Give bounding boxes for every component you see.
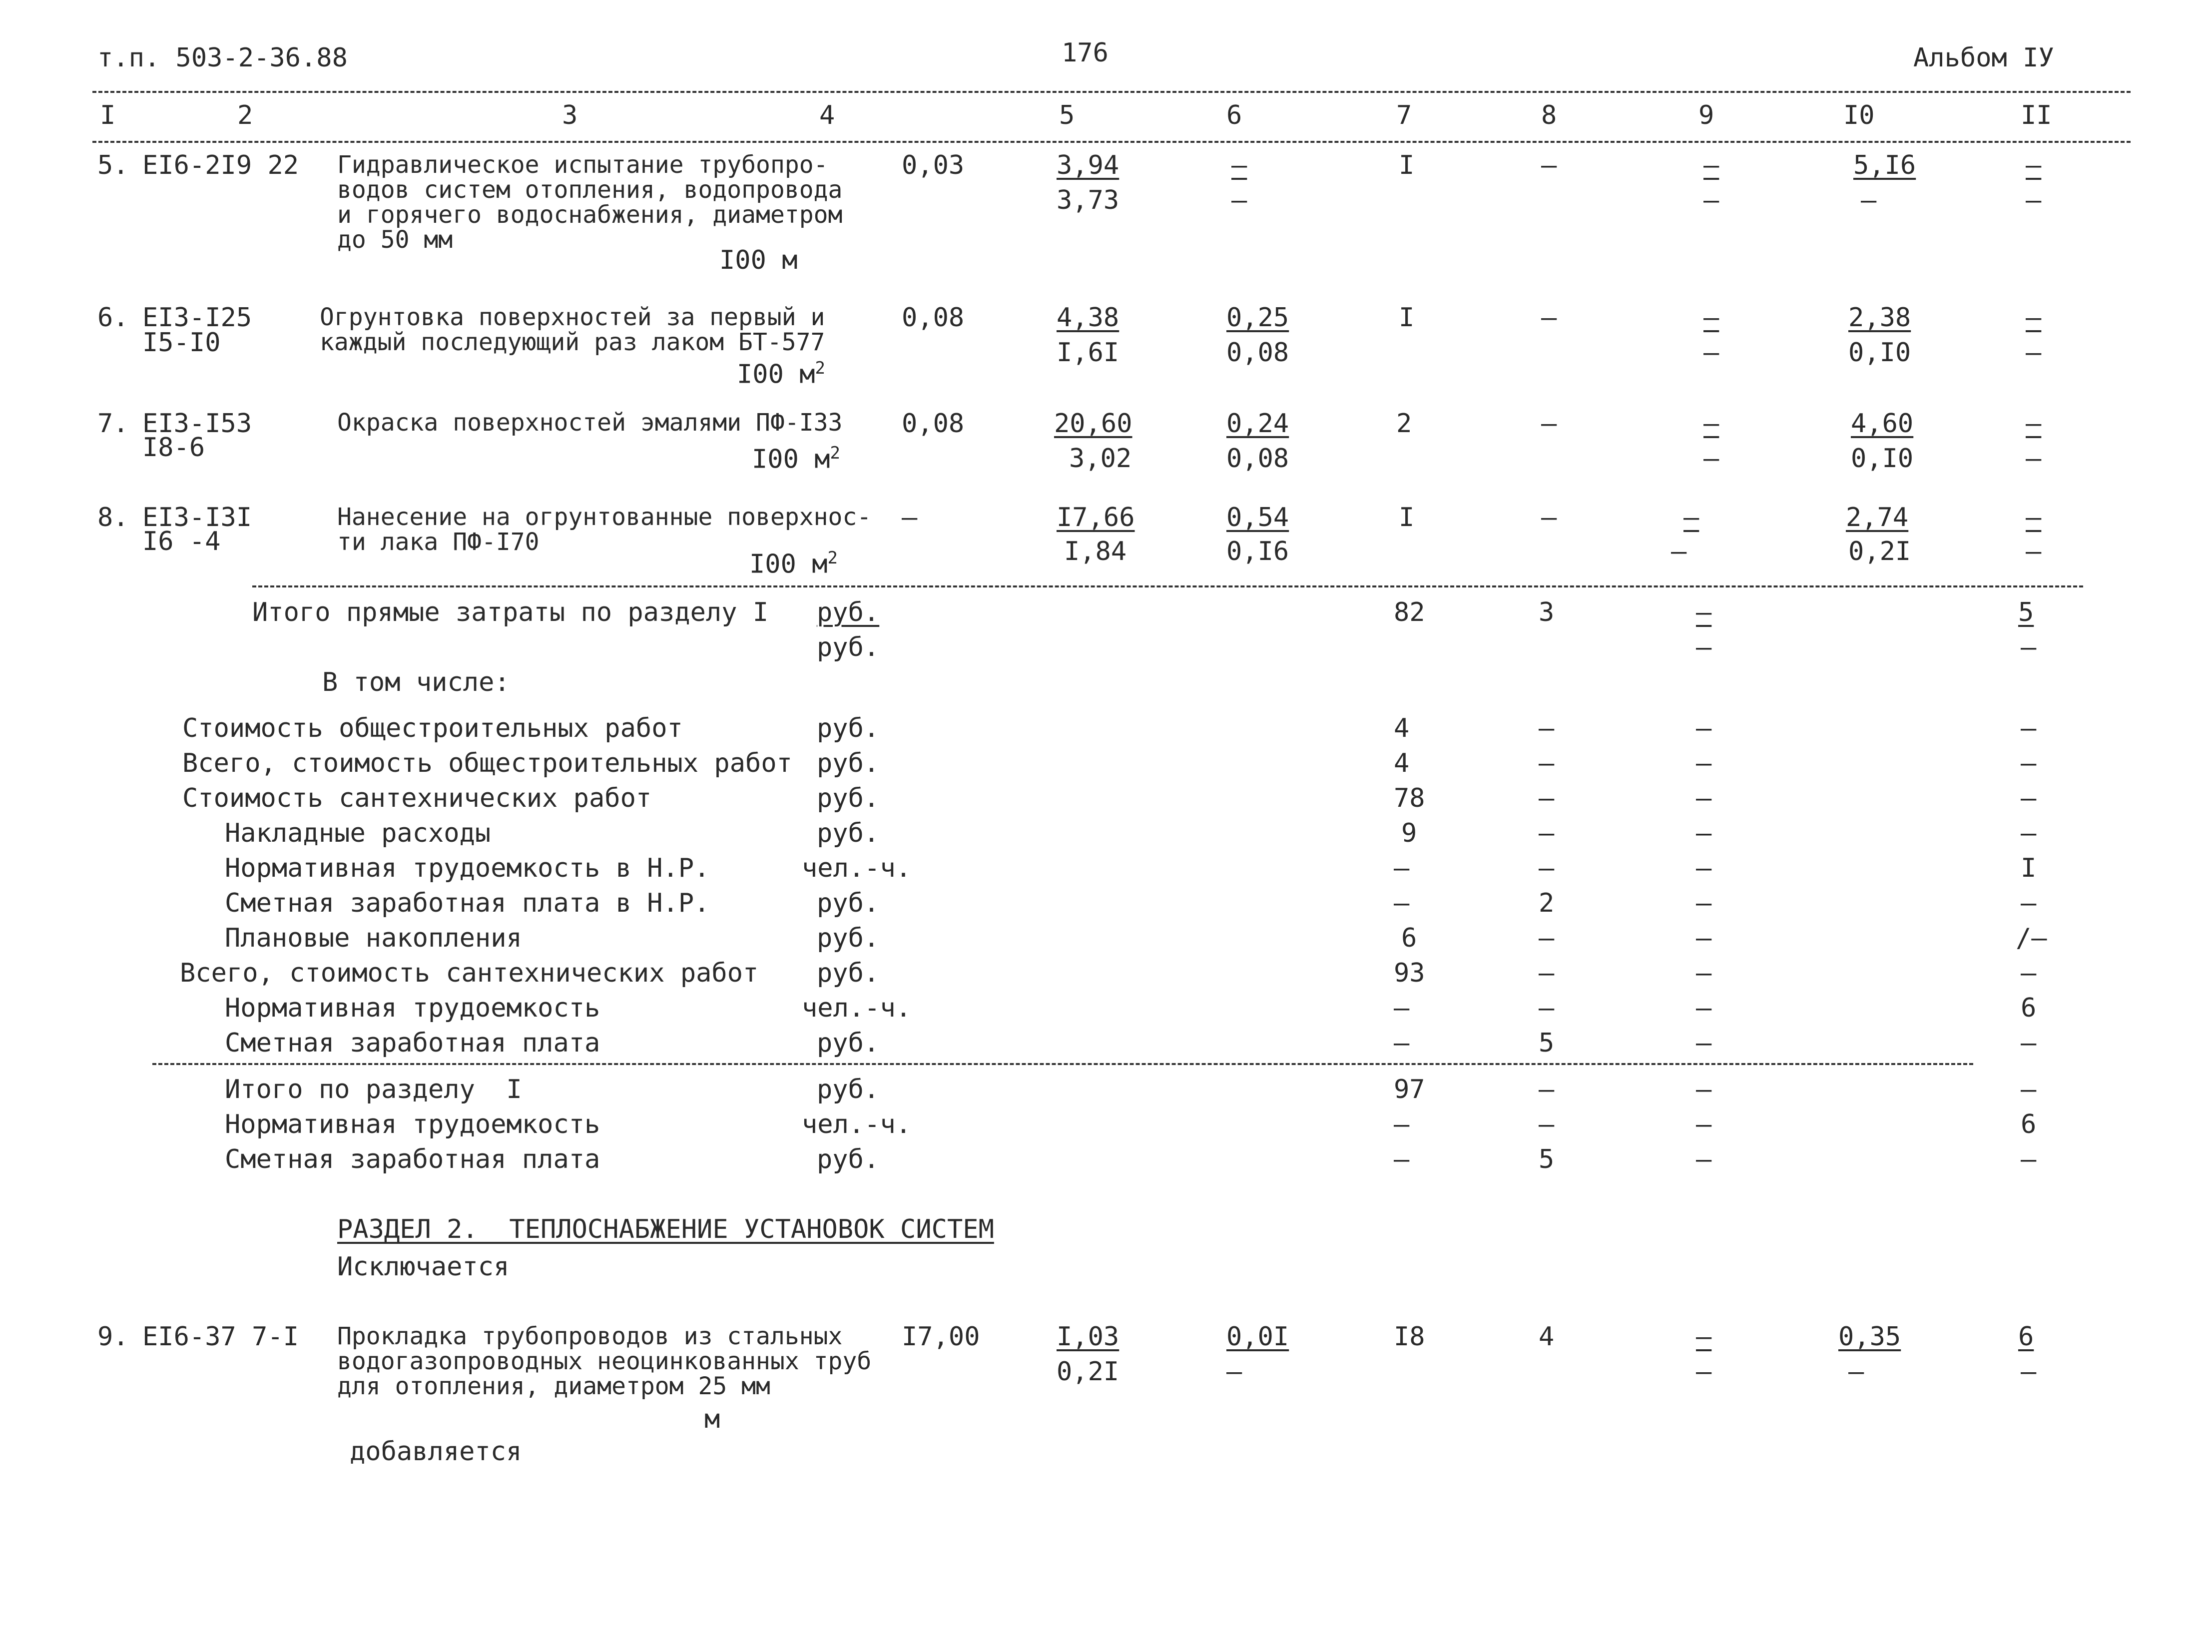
item-number: 6. [97,303,129,333]
c6-bottom: 0,08 [1226,444,1289,474]
summary-label: Всего, стоимость общестроительных работ [182,748,792,778]
item-code: EI6-2I9 22 [142,150,299,180]
c9: – [1696,783,1712,813]
c9: – [1696,1075,1712,1104]
c5-bottom: I,6I [1057,338,1119,368]
item-code-2: I5-I0 [142,328,221,358]
c11: – [2021,888,2037,918]
c7: – [1394,993,1410,1023]
c11-bottom: – [2021,1357,2037,1387]
item-code-2: I6 -4 [142,527,221,556]
c7: 4 [1394,713,1410,743]
summary-label: Нормативная трудоемкость [225,993,600,1023]
item-unit: I00 $м^2$ [737,358,826,390]
c9-bottom: – [1696,632,1712,662]
c11: /– [2016,923,2047,953]
c11-top: – [2026,303,2042,333]
summary-unit: руб. [817,1028,880,1058]
c11: – [2021,783,2037,813]
c10-bottom: 0,2I [1848,537,1911,566]
c9-top: – [1703,150,1719,180]
c9: – [1696,818,1712,848]
c5-bottom: 0,2I [1057,1357,1119,1387]
c8: 2 [1539,888,1555,918]
c11: – [2021,818,2037,848]
c11: – [2021,1144,2037,1174]
c8: – [1541,303,1557,333]
c10-bottom: 0,I0 [1851,444,1914,474]
c7: I [1399,303,1415,333]
c8: 3 [1539,597,1555,627]
item-quantity: – [902,503,918,533]
c8: – [1539,783,1555,813]
col-2: 2 [237,100,253,130]
c9-top: – [1696,597,1712,627]
c9-bottom: – [1703,185,1719,215]
col-9: 9 [1698,100,1714,130]
direct-costs-unit-2: руб. [817,632,880,662]
c7: 9 [1401,818,1417,848]
item-description: Окраска поверхностей эмалями ПФ-I33 [337,409,843,437]
summary-unit: руб. [817,748,880,778]
album-label: Альбом IУ [1913,43,2054,73]
summary-label: Всего, стоимость сантехнических работ [180,958,759,988]
c8: – [1539,748,1555,778]
c6-top: 0,25 [1226,303,1289,333]
c8: – [1539,1075,1555,1104]
item-description: Нанесение на огрунтованные поверхнос- ти лака ПФ-I70 [337,503,872,556]
c8: – [1541,503,1557,533]
c11-bottom: – [2026,185,2042,215]
c7: 93 [1394,958,1425,988]
c10-bottom: – [1848,1357,1864,1387]
c10-top: 0,35 [1838,1322,1901,1352]
direct-costs-unit-1: руб. [817,597,880,627]
totals-unit: руб. [817,1075,880,1104]
c7: 97 [1394,1075,1425,1104]
summary-label: Сметная заработная плата в Н.Р. [225,888,710,918]
c9-top: – [1703,303,1719,333]
c11-top: – [2026,150,2042,180]
summary-unit: руб. [817,888,880,918]
c8: – [1541,409,1557,439]
c8: – [1539,958,1555,988]
page-number: 176 [1062,38,1108,68]
item-code: EI6-37 7-I [142,1322,299,1352]
c11: – [2021,1075,2037,1104]
c7: – [1394,1144,1410,1174]
c9-top: – [1703,409,1719,439]
c8: 5 [1539,1028,1555,1058]
col-4: 4 [819,100,835,130]
c11: – [2021,713,2037,743]
summary-label: Сметная заработная плата [225,1028,600,1058]
c11: – [2021,958,2037,988]
col-1: I [100,100,116,130]
c9: – [1696,1144,1712,1174]
c9: – [1696,1109,1712,1139]
c7: I8 [1394,1322,1425,1352]
section-2-title: РАЗДЕЛ 2. ТЕПЛОСНАБЖЕНИЕ УСТАНОВОК СИСТЕМ [337,1214,994,1244]
summary-unit: руб. [817,783,880,813]
section-total-rule [152,1063,1973,1065]
item-unit: I00 $м^2$ [752,443,841,475]
c5-top: I7,66 [1057,503,1135,533]
c7: I [1399,503,1415,533]
doc-code: т.п. 503-2-36.88 [97,43,348,73]
c10-bottom: 0,I0 [1848,338,1911,368]
c9: – [1696,888,1712,918]
item-code-2: I8-6 [142,433,205,463]
c11: – [2021,1028,2037,1058]
c9: – [1696,923,1712,953]
totals-unit: руб. [817,1144,880,1174]
c6-top: 0,24 [1226,409,1289,439]
header-rule-top [92,91,2131,93]
c7: – [1394,853,1410,883]
added-note: добавляется [350,1437,522,1467]
c5-top: 3,94 [1057,150,1119,180]
c9-bottom: – [1671,537,1687,566]
c11-top: – [2026,409,2042,439]
c7: – [1394,1028,1410,1058]
item-quantity: 0,08 [902,303,965,333]
c9: – [1696,1028,1712,1058]
col-5: 5 [1059,100,1075,130]
c8: – [1539,853,1555,883]
c8: – [1539,818,1555,848]
item-description: Прокладка трубопроводов из стальных водогазопроводных неоцинкованных труб для отопления, диаметром 25 мм [337,1322,872,1400]
c6-bottom: 0,I6 [1226,537,1289,566]
summary-unit: руб. [817,958,880,988]
summary-label: Накладные расходы [225,818,491,848]
col-8: 8 [1541,100,1557,130]
c9-top: – [1696,1322,1712,1352]
c5-top: I,03 [1057,1322,1119,1352]
c11: 6 [2021,1109,2037,1139]
c10-top: 5,I6 [1853,150,1916,180]
item-quantity: 0,03 [902,150,965,180]
summary-label: Стоимость общестроительных работ [182,713,683,743]
summary-label: Плановые накопления [225,923,522,953]
item-unit: м [704,1404,720,1434]
c6-top: – [1231,150,1247,180]
c11: 6 [2021,993,2037,1023]
c5-bottom: 3,02 [1069,444,1132,474]
totals-label: Сметная заработная плата [225,1144,600,1174]
summary-unit: чел.-ч. [802,853,912,883]
c11-top: – [2026,503,2042,533]
c9: – [1696,713,1712,743]
col-7: 7 [1396,100,1412,130]
c8: – [1539,1109,1555,1139]
c10-top: 2,38 [1848,303,1911,333]
c7: 78 [1394,783,1425,813]
c7: 4 [1394,748,1410,778]
c9-bottom: – [1696,1357,1712,1387]
item-unit: I00 м [719,245,798,275]
c8: – [1541,150,1557,180]
summary-unit: руб. [817,713,880,743]
c8: – [1539,993,1555,1023]
totals-label: Итого по разделу I [225,1075,522,1104]
c7: I [1399,150,1415,180]
c9-top: – [1683,503,1699,533]
c11-top: 5 [2018,597,2034,627]
c9-bottom: – [1703,444,1719,474]
c10-top: 2,74 [1846,503,1909,533]
c8: – [1539,713,1555,743]
c6-top: 0,54 [1226,503,1289,533]
c6-bottom: 0,08 [1226,338,1289,368]
c5-top: 20,60 [1054,409,1132,439]
totals-label: Нормативная трудоемкость [225,1109,600,1139]
c8: – [1539,923,1555,953]
c11-bottom: – [2026,537,2042,566]
c11-bottom: – [2026,444,2042,474]
c7: 82 [1394,597,1425,627]
col-11: II [2021,100,2052,130]
subtotal-rule [252,585,2083,587]
item-number: 7. [97,409,129,439]
c7: – [1394,1109,1410,1139]
c7: 2 [1396,409,1412,439]
c11: I [2021,853,2037,883]
c10-bottom: – [1861,185,1877,215]
summary-label: Стоимость сантехнических работ [182,783,652,813]
c6-top: 0,0I [1226,1322,1289,1352]
section-2-note: Исключается [337,1252,510,1282]
item-number: 9. [97,1322,129,1352]
c8: 5 [1539,1144,1555,1174]
item-code: EI3-I3I [142,503,252,533]
c11-bottom: – [2026,338,2042,368]
item-unit: I00 $м^2$ [749,548,838,579]
c5-bottom: 3,73 [1057,185,1119,215]
summary-unit: руб. [817,818,880,848]
c7: – [1394,888,1410,918]
c8: 4 [1539,1322,1555,1352]
col-3: 3 [562,100,578,130]
c10-top: 4,60 [1851,409,1914,439]
including-label: В том числе: [322,667,510,697]
col-10: I0 [1843,100,1875,130]
c7: 6 [1401,923,1417,953]
c9: – [1696,748,1712,778]
c11: – [2021,748,2037,778]
col-6: 6 [1226,100,1242,130]
item-number: 8. [97,503,129,533]
c9: – [1696,958,1712,988]
totals-unit: чел.-ч. [802,1109,912,1139]
item-quantity: 0,08 [902,409,965,439]
c5-top: 4,38 [1057,303,1119,333]
c11-bottom: – [2021,632,2037,662]
c6-bottom: – [1231,185,1247,215]
summary-unit: руб. [817,923,880,953]
item-description: Гидравлическое испытание трубопро- водов систем отопления, водопровода и горячего водоснабжения, диаметром до 50 мм [337,151,843,254]
header-rule-bottom [92,141,2131,143]
c9: – [1696,853,1712,883]
item-code: EI3-I25 [142,303,252,333]
item-code: EI3-I53 [142,409,252,439]
c5-bottom: I,84 [1064,537,1127,566]
item-number: 5. [97,150,129,180]
c6-bottom: – [1226,1357,1242,1387]
item-description: Огрунтовка поверхностей за первый и каждый последующий раз лаком БТ-577 [320,303,825,356]
c11-top: 6 [2018,1322,2034,1352]
c9: – [1696,993,1712,1023]
item-quantity: I7,00 [902,1322,980,1352]
direct-costs-label: Итого прямые затраты по разделу I [252,597,769,627]
summary-label: Нормативная трудоемкость в Н.Р. [225,853,710,883]
summary-unit: чел.-ч. [802,993,912,1023]
c9-bottom: – [1703,338,1719,368]
